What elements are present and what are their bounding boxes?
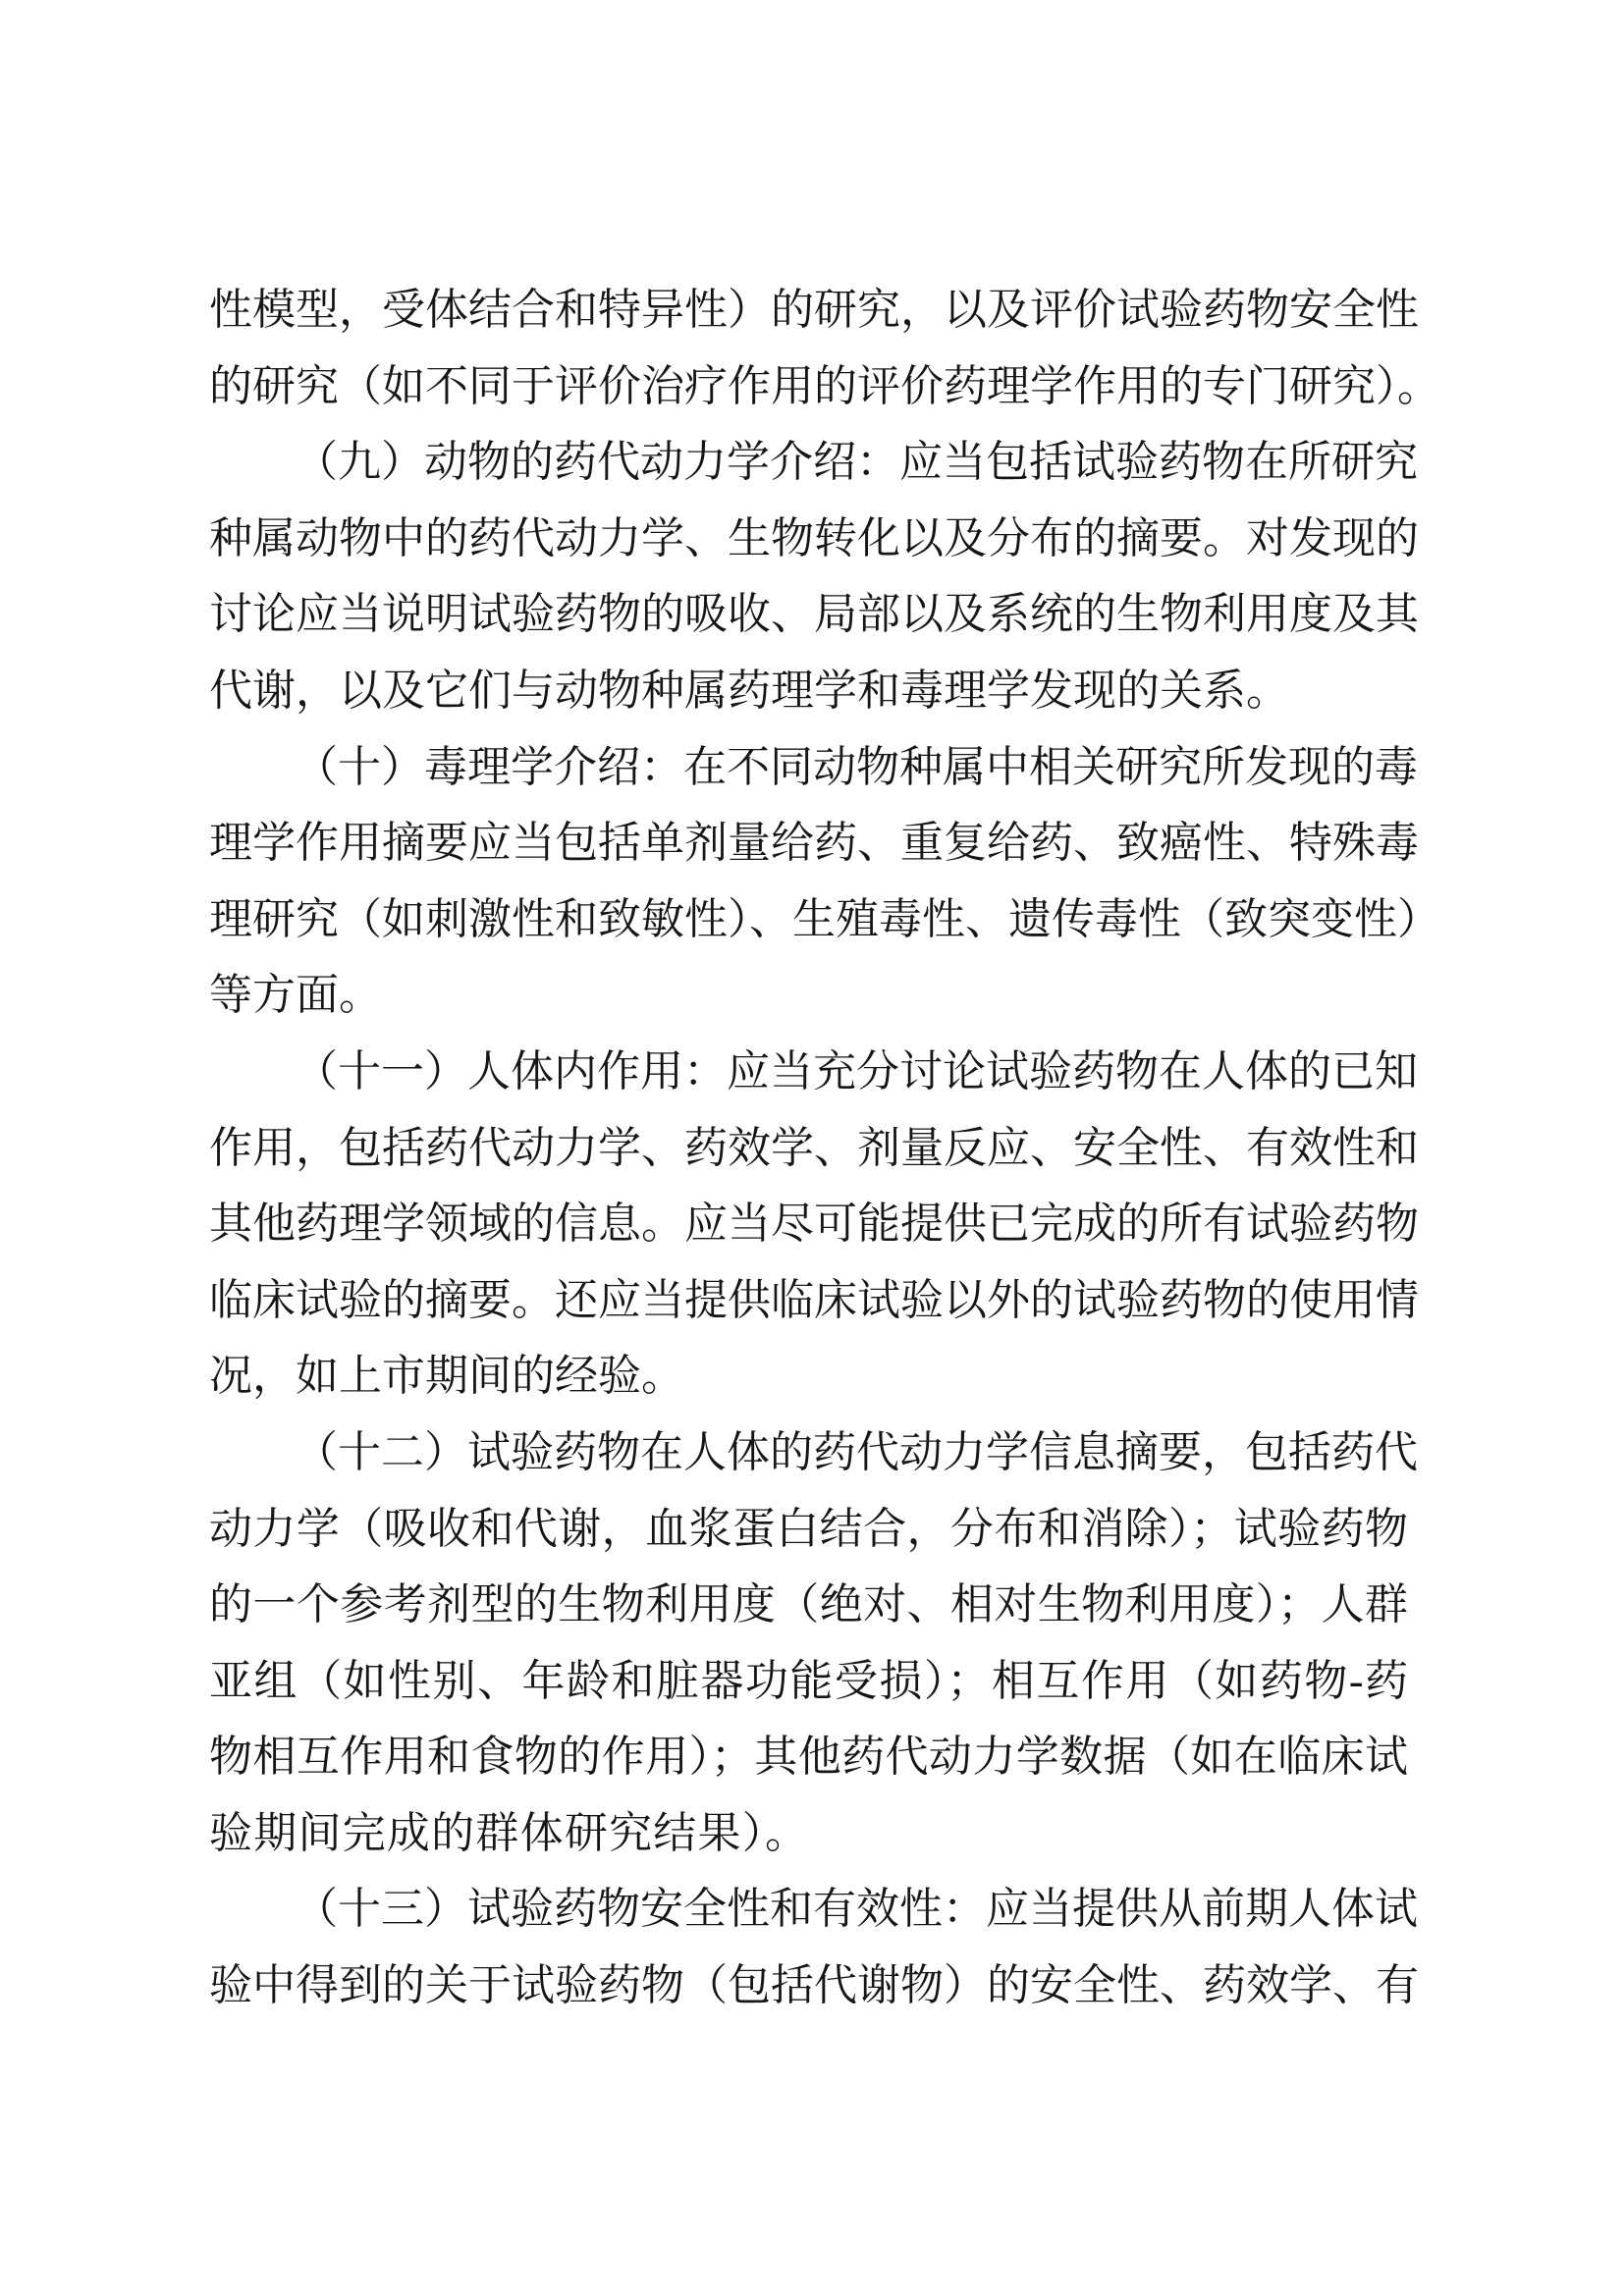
text-line: 讨论应当说明试验药物的吸收、局部以及系统的生物利用度及其: [209, 590, 1419, 639]
text-line-section-12: （十二）试验药物在人体的药代动力学信息摘要，包括药代: [295, 1427, 1418, 1476]
text-line: 物相互作用和食物的作用）；其他药代动力学数据（如在临床试: [209, 1733, 1408, 1782]
text-line-section-11: （十一）人体内作用：应当充分讨论试验药物在人体的已知: [295, 1046, 1418, 1095]
text-block: [209, 272, 1440, 2024]
text-line-section-13: （十三）试验药物安全性和有效性：应当提供从前期人体试: [295, 1885, 1418, 1934]
text-line: 临床试验的摘要。还应当提供临床试验以外的试验药物的使用情: [209, 1275, 1419, 1324]
text-line: 种属动物中的药代动力学、生物转化以及分布的摘要。对发现的: [209, 513, 1419, 562]
text-line: 动力学（吸收和代谢，血浆蛋白结合，分布和消除）；试验药物: [209, 1504, 1408, 1553]
text-line: 理学作用摘要应当包括单剂量给药、重复给药、致癌性、特殊毒: [209, 819, 1419, 868]
text-line: 验期间完成的群体研究结果）。: [209, 1808, 808, 1857]
text-line: 的一个参考剂型的生物利用度（绝对、相对生物利用度）；人群: [209, 1580, 1408, 1629]
text-line: 其他药理学领域的信息。应当尽可能提供已完成的所有试验药物: [209, 1200, 1419, 1249]
text-line: 等方面。: [209, 971, 382, 1020]
text-line: 亚组（如性别、年龄和脏器功能受损）；相互作用（如药物-药: [209, 1656, 1408, 1705]
text-line: 的研究（如不同于评价治疗作用的评价药理学作用的专门研究）。: [209, 361, 1440, 410]
text-line: 验中得到的关于试验药物（包括代谢物）的安全性、药效学、有: [209, 1961, 1419, 2010]
text-line: 理研究（如刺激性和致敏性）、生殖毒性、遗传毒性（致突变性）: [209, 894, 1440, 943]
text-line: 况，如上市期间的经验。: [209, 1352, 684, 1401]
text-line: 作用，包括药代动力学、药效学、剂量反应、安全性、有效性和: [209, 1123, 1419, 1172]
text-line-section-10: （十）毒理学介绍：在不同动物种属中相关研究所发现的毒: [295, 742, 1418, 791]
text-line: 性模型，受体结合和特异性）的研究，以及评价试验药物安全性: [209, 286, 1419, 334]
text-line: 代谢，以及它们与动物种属药理学和毒理学发现的关系。: [209, 666, 1289, 715]
text-line-section-9: （九）动物的药代动力学介绍：应当包括试验药物在所研究: [295, 438, 1418, 487]
